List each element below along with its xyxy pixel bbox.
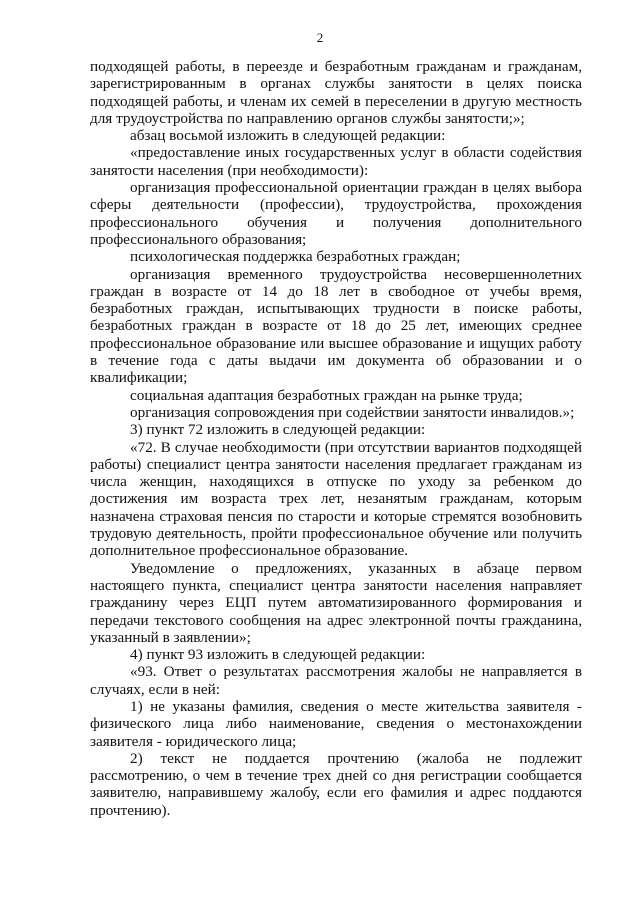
paragraph: социальная адаптация безработных граждан на рынке труда;: [130, 386, 523, 404]
paragraph: подходящей работы, в переезде и безработным гражданам и гражданам, зарегистрированным в органах службы занятости в целях поиска подходящей работы, и членам их семей в переселении в другую местность для трудоустройства по направлению органов службы занятости;»;: [90, 58, 582, 127]
paragraph: организация профессиональной ориентации граждан в целях выбора сферы деятельности (профессии), трудоустройства, прохождения профессионального обучения и получения дополнительного профессионального образования;: [90, 179, 582, 248]
document-body: [90, 58, 582, 819]
paragraph: 1) не указаны фамилия, сведения о месте жительства заявителя - физического лица либо наименование, сведения о местонахождении заявителя - юридического лица;: [90, 697, 582, 750]
paragraph: 3) пункт 72 изложить в следующей редакции:: [130, 421, 426, 439]
paragraph: Уведомление о предложениях, указанных в абзаце первом настоящего пункта, специалист центра занятости населения направляет гражданину через ЕЦП путем автоматизированного формирования и передачи текстового сообщения на адрес электронной почты гражданина, указанный в заявлении»;: [90, 559, 582, 646]
paragraph: 4) пункт 93 изложить в следующей редакции:: [130, 646, 426, 664]
paragraph: абзац восьмой изложить в следующей редакции:: [130, 127, 446, 145]
paragraph: психологическая поддержка безработных граждан;: [130, 248, 461, 266]
paragraph: 2) текст не поддается прочтению (жалоба не подлежит рассмотрению, о чем в течение трех дней со дня регистрации сообщается заявителю, направившему жалобу, если его фамилия и адрес поддаются прочтению).: [90, 749, 582, 819]
paragraph: «72. В случае необходимости (при отсутствии вариантов подходящей работы) специалист центра занятости населения предлагает гражданам из числа женщин, находящихся в отпуске по уходу за ребенком до достижения им возраста трех лет, незанятым гражданам, которым назначена страховая пенсия по старости и которые стремятся возобновить трудовую деятельность, пройти профессиональное обучение или получить дополнительное профессиональное образование.: [90, 438, 582, 560]
paragraph: организация временного трудоустройства несовершеннолетних граждан в возрасте от 14 до 18 лет в свободное от учебы время, безработных граждан, испытывающих трудности в поиске работы, безработных граждан в возрасте от 18 до 25 лет, имеющих среднее профессиональное образование или высшее образование и ищущих работу в течение года с даты выдачи им документа об образовании и о квалификации;: [90, 265, 582, 387]
paragraph: организация сопровождения при содействии занятости инвалидов.»;: [130, 403, 575, 421]
paragraph: «предоставление иных государственных услуг в области содействия занятости населения (при необходимости):: [90, 144, 582, 179]
page-number: 2: [316, 30, 324, 45]
paragraph: «93. Ответ о результатах рассмотрения жалобы не направляется в случаях, если в ней:: [90, 663, 582, 698]
